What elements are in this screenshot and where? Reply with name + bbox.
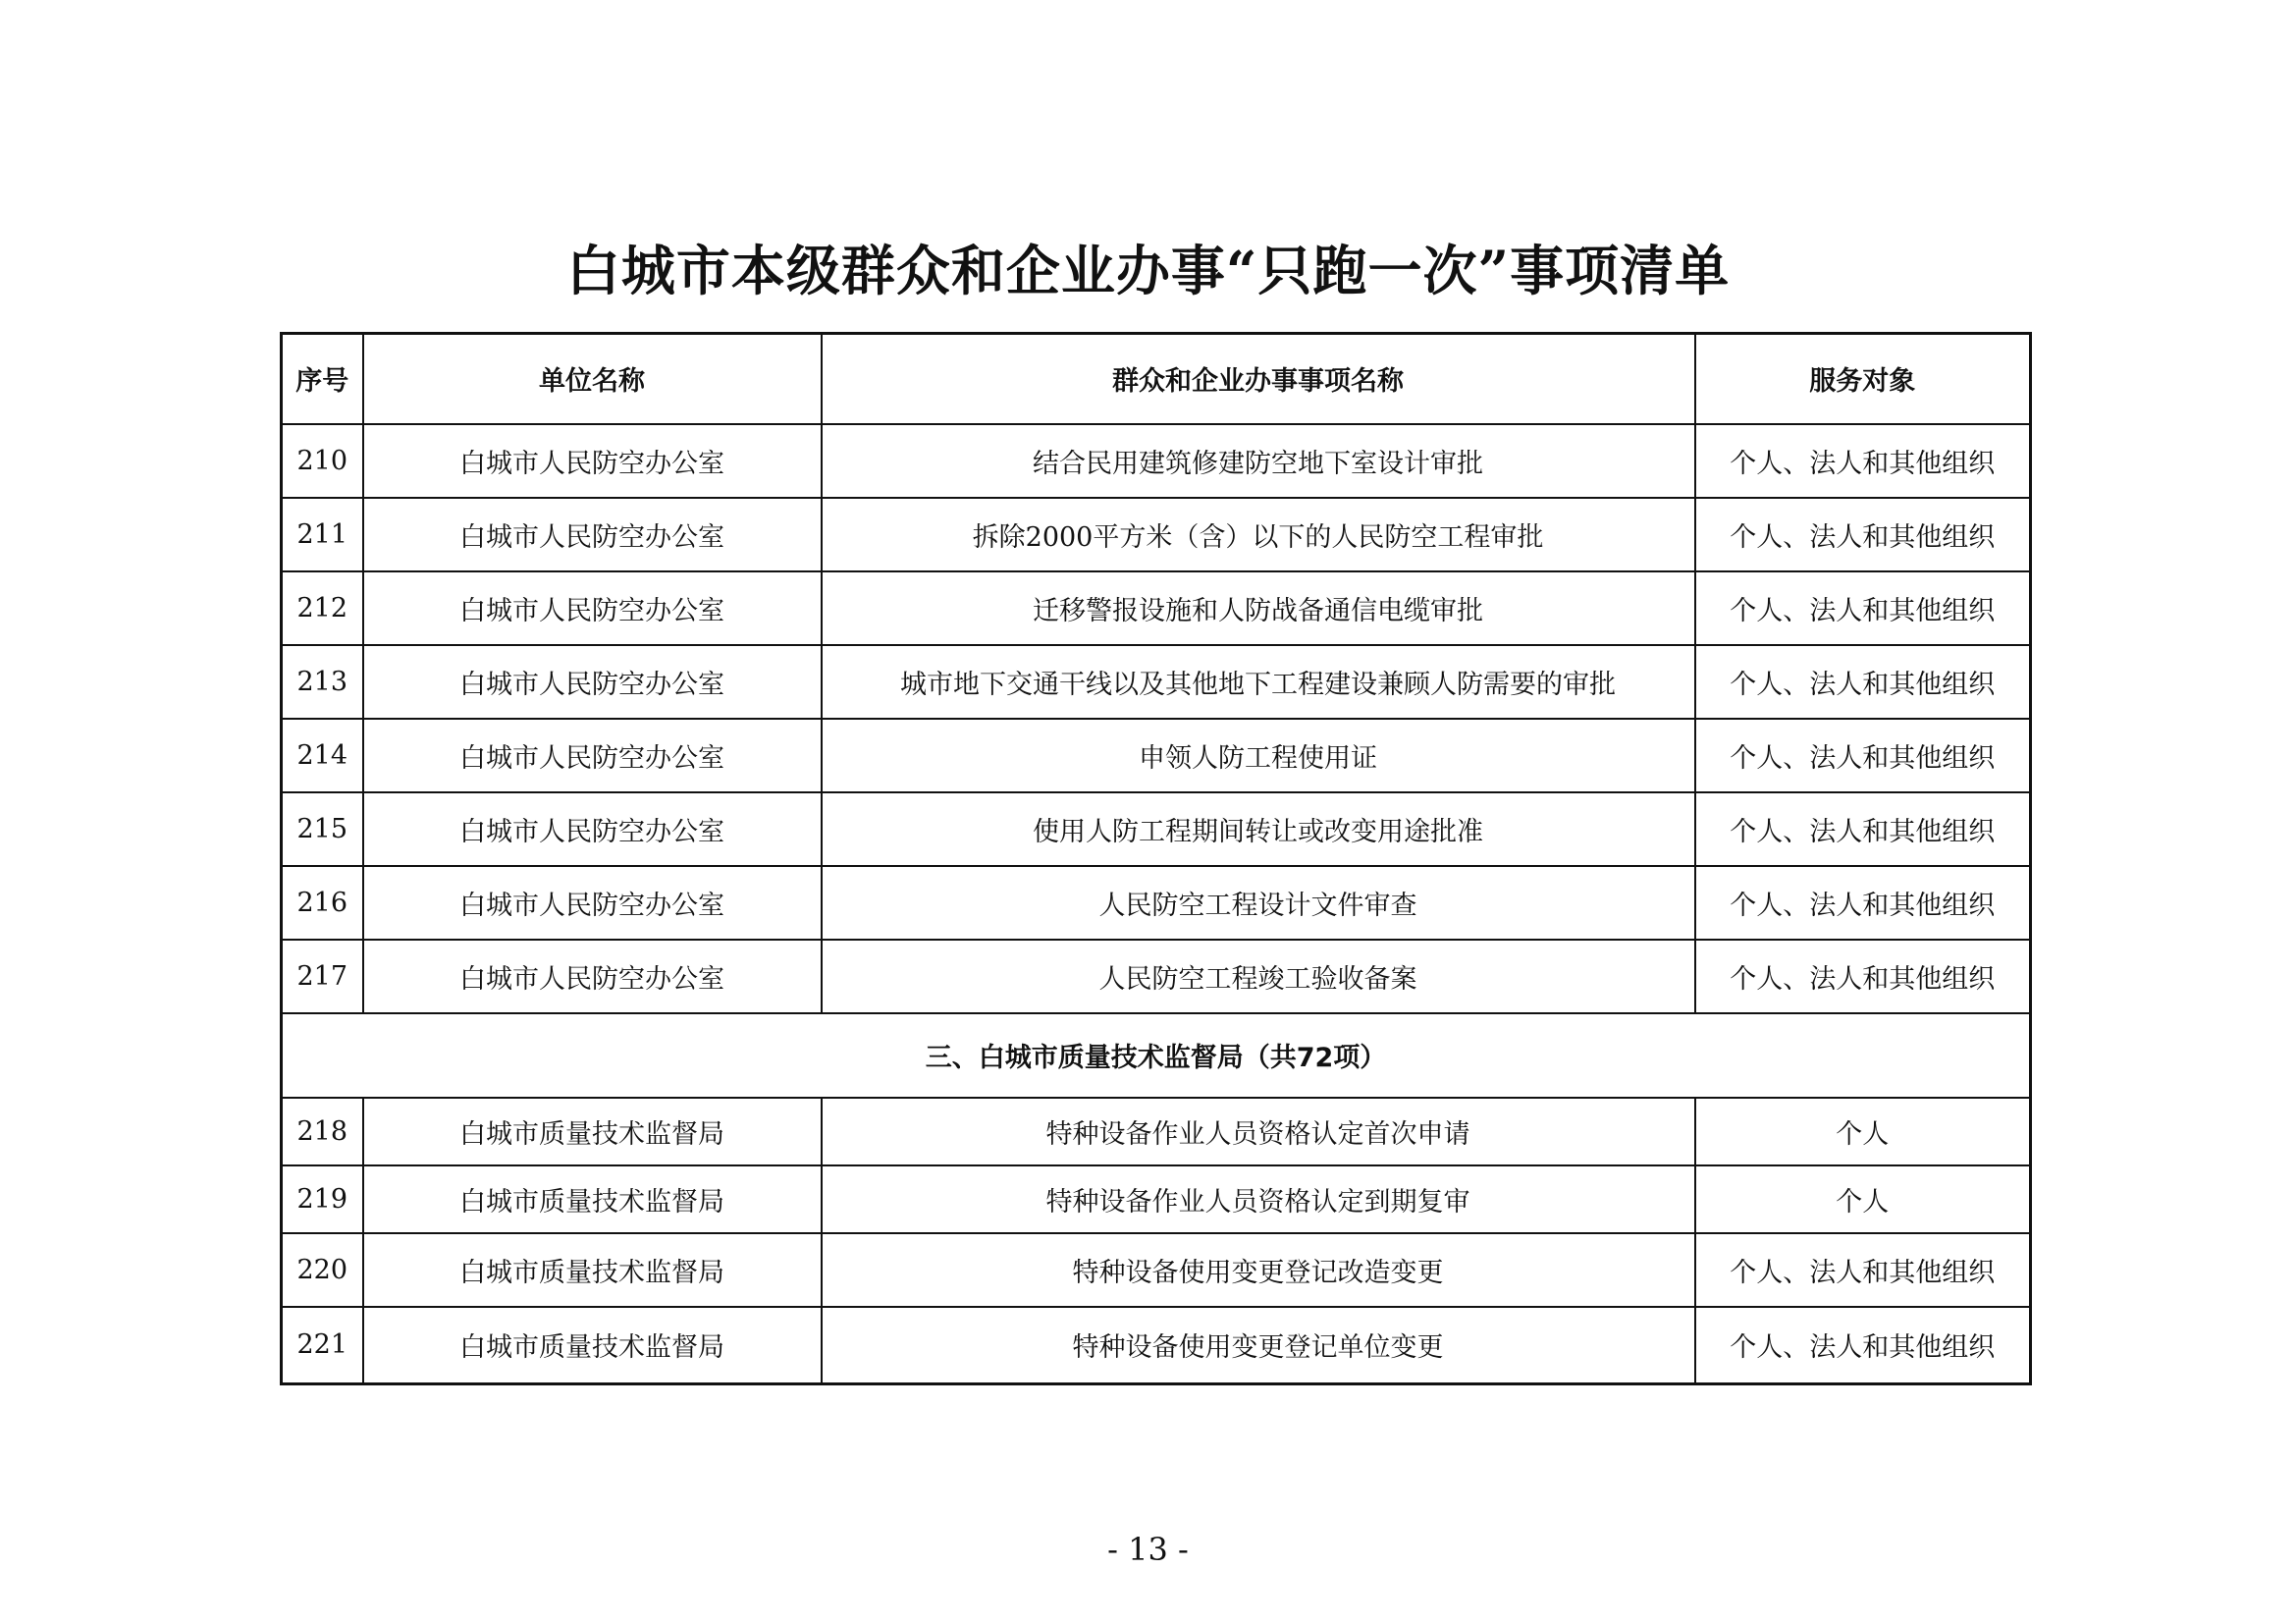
cell-unit-name: 白城市质量技术监督局 — [363, 1233, 822, 1307]
header-matter-name: 群众和企业办事事项名称 — [822, 334, 1695, 424]
table-row — [282, 1098, 2031, 1165]
cell-serial-number: 214 — [282, 719, 363, 792]
cell-service-target: 个人、法人和其他组织 — [1695, 498, 2031, 571]
cell-service-target: 个人 — [1695, 1165, 2031, 1233]
cell-unit-name: 白城市人民防空办公室 — [363, 940, 822, 1013]
cell-serial-number: 219 — [282, 1165, 363, 1233]
cell-serial-number: 211 — [282, 498, 363, 571]
table-row — [282, 645, 2031, 719]
cell-matter-name: 城市地下交通干线以及其他地下工程建设兼顾人防需要的审批 — [822, 645, 1695, 719]
section-heading-row — [282, 1013, 2031, 1098]
cell-serial-number: 220 — [282, 1233, 363, 1307]
matters-table — [280, 332, 2032, 1385]
cell-serial-number: 218 — [282, 1098, 363, 1165]
cell-matter-name: 迁移警报设施和人防战备通信电缆审批 — [822, 571, 1695, 645]
cell-service-target: 个人、法人和其他组织 — [1695, 792, 2031, 866]
cell-unit-name: 白城市人民防空办公室 — [363, 719, 822, 792]
cell-serial-number: 215 — [282, 792, 363, 866]
page-title: 白城市本级群众和企业办事“只跑一次”事项清单 — [565, 239, 1731, 302]
cell-serial-number: 213 — [282, 645, 363, 719]
cell-service-target: 个人、法人和其他组织 — [1695, 424, 2031, 498]
cell-serial-number: 216 — [282, 866, 363, 940]
header-unit-name: 单位名称 — [363, 334, 822, 424]
table-row — [282, 792, 2031, 866]
table-row — [282, 1165, 2031, 1233]
cell-service-target: 个人 — [1695, 1098, 2031, 1165]
cell-service-target: 个人、法人和其他组织 — [1695, 940, 2031, 1013]
cell-unit-name: 白城市人民防空办公室 — [363, 792, 822, 866]
cell-service-target: 个人、法人和其他组织 — [1695, 1233, 2031, 1307]
cell-service-target: 个人、法人和其他组织 — [1695, 1307, 2031, 1384]
cell-unit-name: 白城市人民防空办公室 — [363, 498, 822, 571]
cell-serial-number: 210 — [282, 424, 363, 498]
cell-service-target: 个人、法人和其他组织 — [1695, 571, 2031, 645]
table-row — [282, 940, 2031, 1013]
cell-service-target: 个人、法人和其他组织 — [1695, 645, 2031, 719]
cell-service-target: 个人、法人和其他组织 — [1695, 719, 2031, 792]
cell-serial-number: 221 — [282, 1307, 363, 1384]
cell-serial-number: 212 — [282, 571, 363, 645]
cell-unit-name: 白城市质量技术监督局 — [363, 1098, 822, 1165]
cell-matter-name: 人民防空工程设计文件审查 — [822, 866, 1695, 940]
cell-unit-name: 白城市人民防空办公室 — [363, 645, 822, 719]
table-row — [282, 1233, 2031, 1307]
table-row — [282, 1307, 2031, 1384]
cell-unit-name: 白城市人民防空办公室 — [363, 571, 822, 645]
table-row — [282, 571, 2031, 645]
cell-unit-name: 白城市人民防空办公室 — [363, 866, 822, 940]
page-number: - 13 - — [1107, 1531, 1189, 1568]
cell-matter-name: 结合民用建筑修建防空地下室设计审批 — [822, 424, 1695, 498]
table-row — [282, 719, 2031, 792]
cell-unit-name: 白城市质量技术监督局 — [363, 1165, 822, 1233]
cell-matter-name: 人民防空工程竣工验收备案 — [822, 940, 1695, 1013]
table-header-row — [282, 334, 2031, 424]
table-row — [282, 424, 2031, 498]
cell-matter-name: 特种设备使用变更登记单位变更 — [822, 1307, 1695, 1384]
header-service-target: 服务对象 — [1695, 334, 2031, 424]
table-row — [282, 498, 2031, 571]
cell-matter-name: 申领人防工程使用证 — [822, 719, 1695, 792]
table-row — [282, 866, 2031, 940]
cell-matter-name: 特种设备作业人员资格认定首次申请 — [822, 1098, 1695, 1165]
cell-serial-number: 217 — [282, 940, 363, 1013]
cell-service-target: 个人、法人和其他组织 — [1695, 866, 2031, 940]
cell-matter-name: 使用人防工程期间转让或改变用途批准 — [822, 792, 1695, 866]
cell-unit-name: 白城市质量技术监督局 — [363, 1307, 822, 1384]
section-heading: 三、白城市质量技术监督局（共72项） — [282, 1013, 2031, 1098]
cell-matter-name: 拆除2000平方米（含）以下的人民防空工程审批 — [822, 498, 1695, 571]
cell-matter-name: 特种设备使用变更登记改造变更 — [822, 1233, 1695, 1307]
cell-matter-name: 特种设备作业人员资格认定到期复审 — [822, 1165, 1695, 1233]
cell-unit-name: 白城市人民防空办公室 — [363, 424, 822, 498]
header-serial-number: 序号 — [282, 334, 363, 424]
